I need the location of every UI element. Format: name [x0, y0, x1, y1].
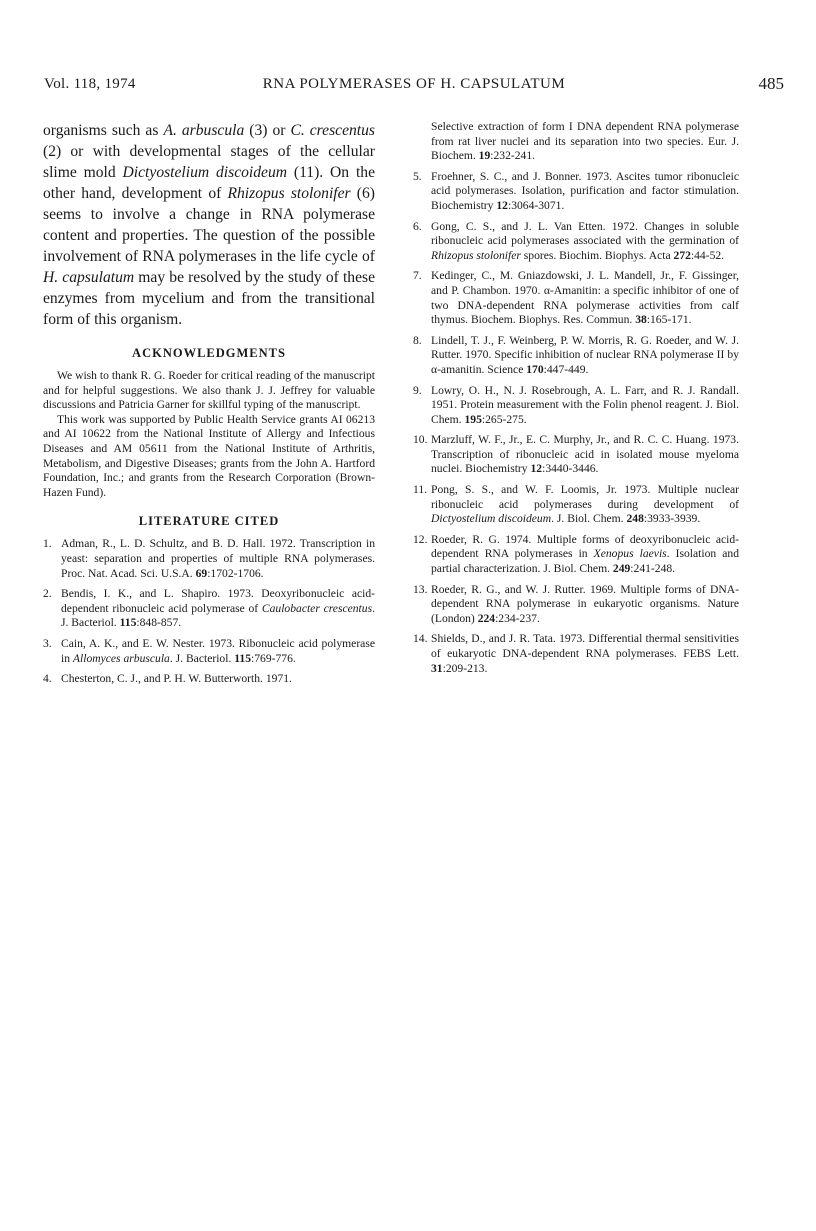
reference-item	[413, 170, 739, 214]
reference-number: 7.	[413, 269, 422, 283]
reference-number: 6.	[413, 219, 422, 233]
reference-item	[43, 672, 375, 687]
reference-item	[43, 637, 375, 666]
reference-text: Pong, S. S., and W. F. Loomis, Jr. 1973. Multiple nuclear ribonucleic acid polymerases during development of Dictyostelium discoideum. J. Biol. Chem. 248:3933-3939.	[431, 483, 739, 526]
reference-text: Chesterton, C. J., and P. H. W. Butterworth. 1971.	[61, 672, 292, 686]
journal-volume: Vol. 118, 1974	[44, 76, 136, 92]
acknowledgments-heading: ACKNOWLEDGMENTS	[132, 346, 286, 360]
reference-text: Shields, D., and J. R. Tata. 1973. Differential thermal sensitivities of eukaryotic DNA-dependent RNA polymerases. FEBS Lett. 31:209-213.	[431, 632, 739, 675]
reference-number: 8.	[413, 333, 422, 347]
reference-text: Gong, C. S., and J. L. Van Etten. 1972. Changes in soluble ribonucleic acid polymerases associated with the germination of Rhizopus stolonifer spores. Biochim. Biophys. Acta 272:44-52.	[431, 219, 739, 262]
reference-number: 4.	[43, 672, 52, 686]
reference-number: 14.	[413, 632, 428, 646]
reference-item	[413, 483, 739, 527]
reference-text: Bendis, I. K., and L. Shapiro. 1973. Deoxyribonucleic acid-dependent ribonucleic acid polymerase of Caulobacter crescentus. J. Bacteriol. 115:848-857.	[61, 587, 375, 630]
page-number: 485	[758, 74, 784, 93]
reference-number: 12.	[413, 532, 428, 546]
reference-number: 13.	[413, 582, 428, 596]
reference-text: Adman, R., L. D. Schultz, and B. D. Hall. 1972. Transcription in yeast: separation and properties of multiple RNA polymerases. Proc. Nat. Acad. Sci. U.S.A. 69:1702-1706.	[61, 537, 375, 580]
reference-number: 5.	[413, 169, 422, 183]
acknowledgments-paragraph-1: We wish to thank R. G. Roeder for critical reading of the manuscript and for helpful suggestions. We also thank J. J. Jeffrey for valuable discussions and Patricia Garner for skillful typing of the manuscript.	[43, 369, 375, 412]
reference-text: Lowry, O. H., N. J. Rosebrough, A. L. Farr, and R. J. Randall. 1951. Protein measurement with the Folin phenol reagent. J. Biol. Chem. 195:265-275.	[431, 383, 739, 426]
reference-item	[43, 587, 375, 631]
reference-item	[413, 334, 739, 378]
reference-number: 9.	[413, 383, 422, 397]
reference-text: Roeder, R. G. 1974. Multiple forms of deoxyribonucleic acid-dependent RNA polymerases in Xenopus laevis. Isolation and partial characterization. J. Biol. Chem. 249:241-248.	[431, 532, 739, 576]
left-column	[43, 120, 375, 693]
reference-text: Marzluff, W. F., Jr., E. C. Murphy, Jr., and R. C. C. Huang. 1973. Transcription of ribonucleic acid in isolated mouse myeloma nuclei. Biochemistry 12:3440-3446.	[431, 433, 739, 476]
reference-number: 3.	[43, 636, 52, 650]
discussion-paragraph: organisms such as A. arbuscula (3) or C. crescentus (2) or with developmental stages of the cellular slime mold Dictyostelium discoideum (11). On the other hand, development of Rhizopus stolonifer (6) seems to involve a change in RNA polymerase content and properties. The question of the possible involvement of RNA polymerases in the life cycle of H. capsulatum may be resolved by the study of these enzymes from mycelium and from the transitional form of this organism.	[43, 122, 376, 328]
running-title: RNA POLYMERASES OF H. CAPSULATUM	[262, 76, 566, 92]
reference-text: Selective extraction of form I DNA dependent RNA polymerase from rat liver nuclei and its separation into two species. Eur. J. Biochem. 19:232-241.	[431, 120, 739, 163]
reference-item	[413, 433, 739, 477]
reference-item	[413, 583, 739, 627]
reference-item	[43, 537, 375, 581]
reference-item	[413, 220, 739, 264]
literature-cited-heading: LITERATURE CITED	[138, 514, 280, 529]
reference-item	[413, 269, 739, 327]
reference-number: 2.	[43, 587, 52, 601]
reference-list-right	[413, 120, 739, 676]
reference-text: Roeder, R. G., and W. J. Rutter. 1969. Multiple forms of DNA-dependent RNA polymerase in eukaryotic organisms. Nature (London) 224:234-237.	[431, 582, 739, 625]
right-column	[413, 120, 739, 682]
reference-text: Kedinger, C., M. Gniazdowski, J. L. Mandell, Jr., F. Gissinger, and P. Chambon. 1970. α-Amanitin: a specific inhibitor of one of two DNA-dependent RNA polymerase activities from calf thymus. Biochem. Biophys. Res. Commun. 38:165-171.	[431, 269, 739, 327]
reference-item	[413, 632, 739, 676]
acknowledgments-paragraph-2: This work was supported by Public Health Service grants AI 06213 and AI 10622 from the National Institute of Allergy and Infectious Diseases and AM 05611 from the National Institute of Arthritis, Metabolism, and Digestive Diseases; grants from the John A. Hartford Foundation, Inc.; and grants from the Research Corporation (Brown-Hazen Fund).	[43, 412, 375, 499]
reference-item	[413, 384, 739, 428]
reference-list-left	[43, 537, 375, 686]
reference-text: Froehner, S. C., and J. Bonner. 1973. Ascites tumor ribonucleic acid polymerases. Isolation, purification and factor stimulation. Biochemistry 12:3064-3071.	[431, 169, 739, 212]
reference-text: Lindell, T. J., F. Weinberg, P. W. Morris, R. G. Roeder, and W. J. Rutter. 1970. Specific inhibition of nuclear RNA polymerase II by α-amanitin. Science 170:447-449.	[431, 333, 739, 376]
reference-number: 11.	[413, 483, 428, 497]
reference-text: Cain, A. K., and E. W. Nester. 1973. Ribonucleic acid polymerase in Allomyces arbuscula. J. Bacteriol. 115:769-776.	[61, 636, 375, 665]
reference-number: 10.	[413, 433, 428, 447]
running-header	[44, 76, 784, 100]
reference-number: 1.	[43, 537, 52, 551]
reference-item	[413, 533, 739, 577]
reference-item	[413, 120, 739, 164]
